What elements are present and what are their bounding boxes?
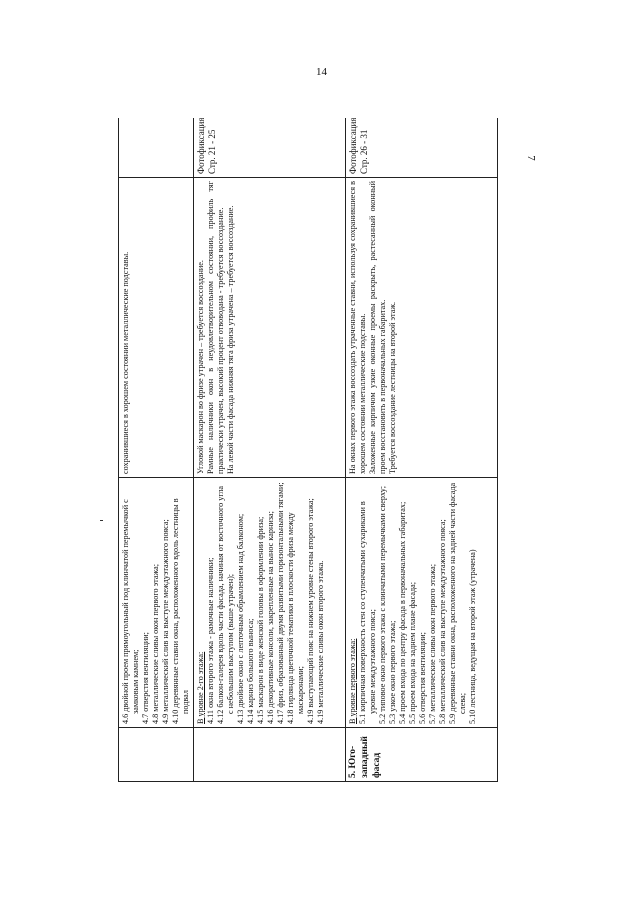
list-item: 4.6 двойной проем прямоугольный под клинчатой перемычкой с замковым камнем; — [121, 499, 140, 724]
list-item: 5.7 металлические сливы окон первого этажа; — [428, 563, 437, 724]
list-item: 5.4 проем входа по центру фасада в первоначальных габаритах; — [398, 501, 407, 724]
list-item: 4.19 выступающий пояс на нижнем уровне стены второго этажа; — [306, 498, 315, 724]
rotated-table-container — [118, 118, 498, 782]
list-item: 4.11 окна второго этажа - рамочные наличники; — [206, 557, 215, 724]
level-subheading: В уровне 2-го этажа: — [196, 651, 205, 724]
facade-cell: 5. Юго-западный фасад — [346, 728, 498, 782]
list-item: 5.9 деревянные ставни окна, расположенного на задней части фасада слева; — [448, 482, 467, 724]
condition-text: На левой части фасада нижняя тяга фриза утрачена – требуется воссоздание. — [226, 205, 235, 474]
condition-text: Рамные наличники окон в неудовлетворительном состоянии, профиль тяг практически утрачен, высокий процент отвоводана - требуется воссоздание. — [206, 181, 225, 474]
list-item: 4.13 двойное окно с лепточным обрамлением над балконом; — [236, 513, 245, 724]
photo-cell: Фотофиксация Стр. 21 - 25 — [194, 118, 346, 178]
condition-cell — [194, 178, 346, 478]
list-item: 4.7 отверстия вентиляции; — [141, 632, 150, 724]
list-item: 4.14 карниз большого выноса; — [246, 618, 255, 724]
condition-text: На окнах первого этажа воссоздать утраченные ставни, используя сохранившиеся в хорошем состоянии металлические подставы. — [348, 181, 367, 474]
list-item: 4.9 металлический слив на выступе междуэтажного пояса; — [161, 519, 170, 724]
list-item: 5.3 узкое окно первого этажа; — [388, 620, 397, 724]
list-item: 4.17 фриз, образованный двумя развитыми горизонтальными тягами; — [276, 482, 285, 724]
list-item: 4.15 маскарон в виде женской головы в оформлении фриза; — [256, 516, 265, 724]
list-item: 4.16 декоративные консоли, закрепленные на вынос карниза; — [266, 511, 275, 724]
list-item: 5.5 проем входа на заднем плане фасада; — [408, 581, 417, 724]
table-row — [194, 118, 346, 782]
condition-cell — [119, 178, 194, 478]
side-page-number: 7 — [524, 155, 537, 161]
list-item: 4.18 гирлянда цветочной тематики в плоскости фриза между маскаронами; — [286, 512, 305, 724]
level-subheading: В уровне первого этажа: — [348, 638, 357, 724]
list-item: 5.1 кирпичная поверхность стен со ступенчатыми сухариками в уровне междуэтажного пояса; — [358, 501, 377, 724]
list-item: 5.8 металлический слив на выступе междуэтажного пояса; — [438, 519, 447, 724]
list-item: 4.10 деревянные ставни окна, расположенного вдоль лестницы в подвал — [171, 498, 190, 724]
elements-cell — [194, 478, 346, 728]
rotated-table-frame — [118, 118, 498, 782]
condition-text: Требуется воссоздание лестницы на второй этаж. — [388, 301, 397, 474]
photo-cell — [119, 118, 194, 178]
scan-speck — [100, 520, 103, 521]
list-item: 4.12 балкон-галерея вдоль части фасада, начиная от восточного угла с небольшим выступом (выше утрачен); — [216, 485, 235, 724]
list-item: 4.8 металлические сливы окон первого этажа; — [151, 563, 160, 724]
facade-cell — [119, 728, 194, 782]
condition-cell — [346, 178, 498, 478]
condition-text: Угловой маскарон во фризе утрачен – требуется воссоздание. — [196, 260, 205, 474]
table-row — [119, 118, 194, 782]
condition-text: Заложенные кирпичом узкие оконные проемы раскрыть, растесанный оконный проем восстановить в первоначальных габаритах. — [368, 181, 387, 474]
list-item: 5.6 отверстия вентиляции; — [418, 632, 427, 724]
facade-cell — [194, 728, 346, 782]
photo-cell: Фотофиксация Стр. 26 - 31 — [346, 118, 498, 178]
page-number: 14 — [316, 66, 327, 78]
elements-cell — [346, 478, 498, 728]
list-item: 5.10 лестница, ведущая на второй этаж (утрачена) — [468, 549, 477, 724]
elements-cell — [119, 478, 194, 728]
list-item: 5.2 типовое окно первого этажа с клинчатыми перемычками сверху; — [378, 485, 387, 724]
table-row — [346, 118, 498, 782]
facade-table — [118, 118, 498, 782]
condition-text: сохранившиеся в хорошем состоянии металлические подставы. — [121, 251, 130, 474]
list-item: 4.19 металлические сливы окон второго этажа. — [316, 560, 325, 724]
